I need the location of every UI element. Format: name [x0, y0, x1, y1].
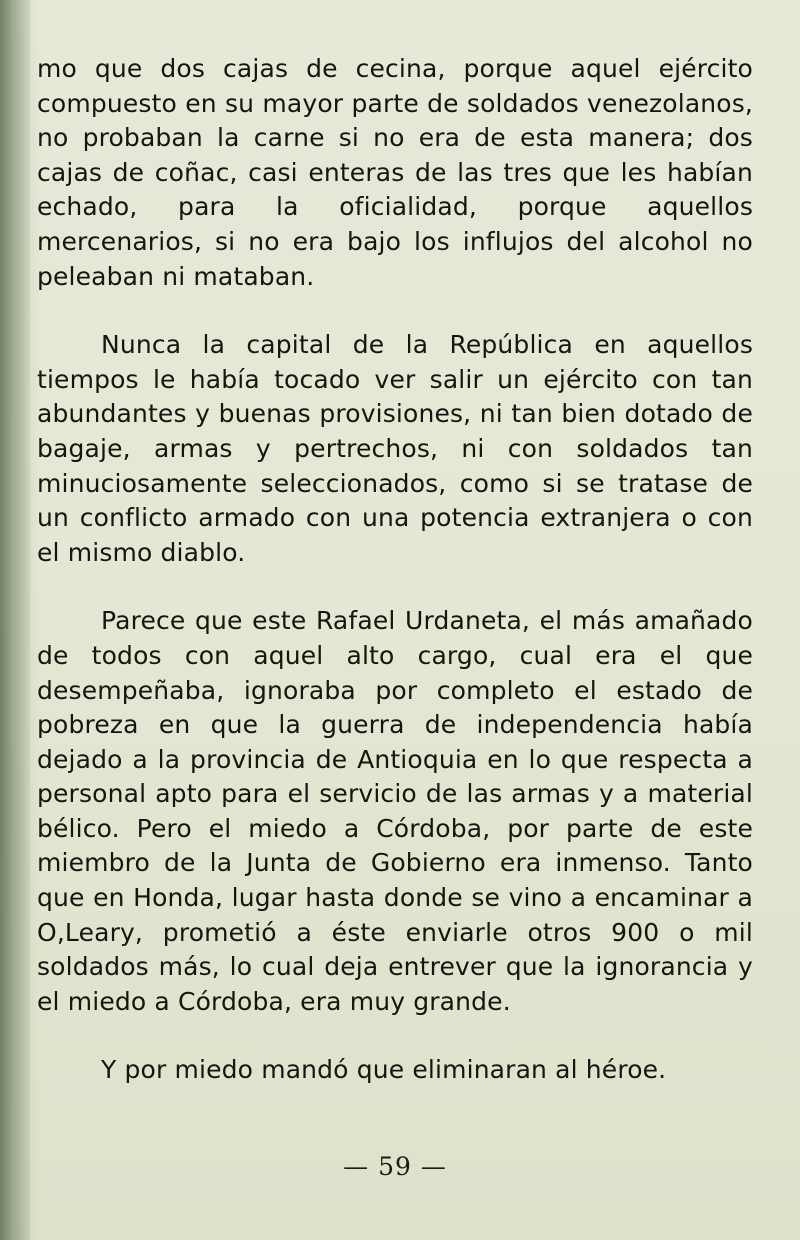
paragraph-1: mo que dos cajas de cecina, porque aquel ejército compuesto en su mayor parte de soldados venezolanos, no probaban la carne si no era de esta manera; dos cajas de coñac, casi enteras de las tres que les habían echado, para la oficialidad, porque aquellos mercenarios, si no era bajo los influjos del alcohol no peleaban ni mataban.	[37, 54, 753, 291]
page-number: — 59 —	[343, 1152, 447, 1181]
book-gutter-shadow	[0, 0, 30, 1240]
body-text	[37, 52, 753, 1088]
paragraph-3: Parece que este Rafael Urdaneta, el más amañado de todos con aquel alto cargo, cual era el que desempeñaba, ignoraba por completo el estado de pobreza en que la guerra de independencia había dejado a la provincia de Antioquia en lo que respecta a personal apto para el servicio de las armas y a material bélico. Pero el miedo a Córdoba, por parte de este miembro de la Junta de Gobierno era inmenso. Tanto que en Honda, lugar hasta donde se vino a encaminar a O,Leary, prometió a éste enviarle otros 900 o mil soldados más, lo cual deja entrever que la ignorancia y el miedo a Córdoba, era muy grande.	[37, 606, 753, 1016]
paragraph-2: Nunca la capital de la República en aquellos tiempos le había tocado ver salir un ejército con tan abundantes y buenas provisiones, ni tan bien dotado de bagaje, armas y pertrechos, ni con soldados tan minuciosamente seleccionados, como si se tratase de un conflicto armado con una potencia extranjera o con el mismo diablo.	[37, 330, 753, 567]
paragraph-4: Y por miedo mandó que eliminaran al héroe.	[101, 1055, 667, 1085]
